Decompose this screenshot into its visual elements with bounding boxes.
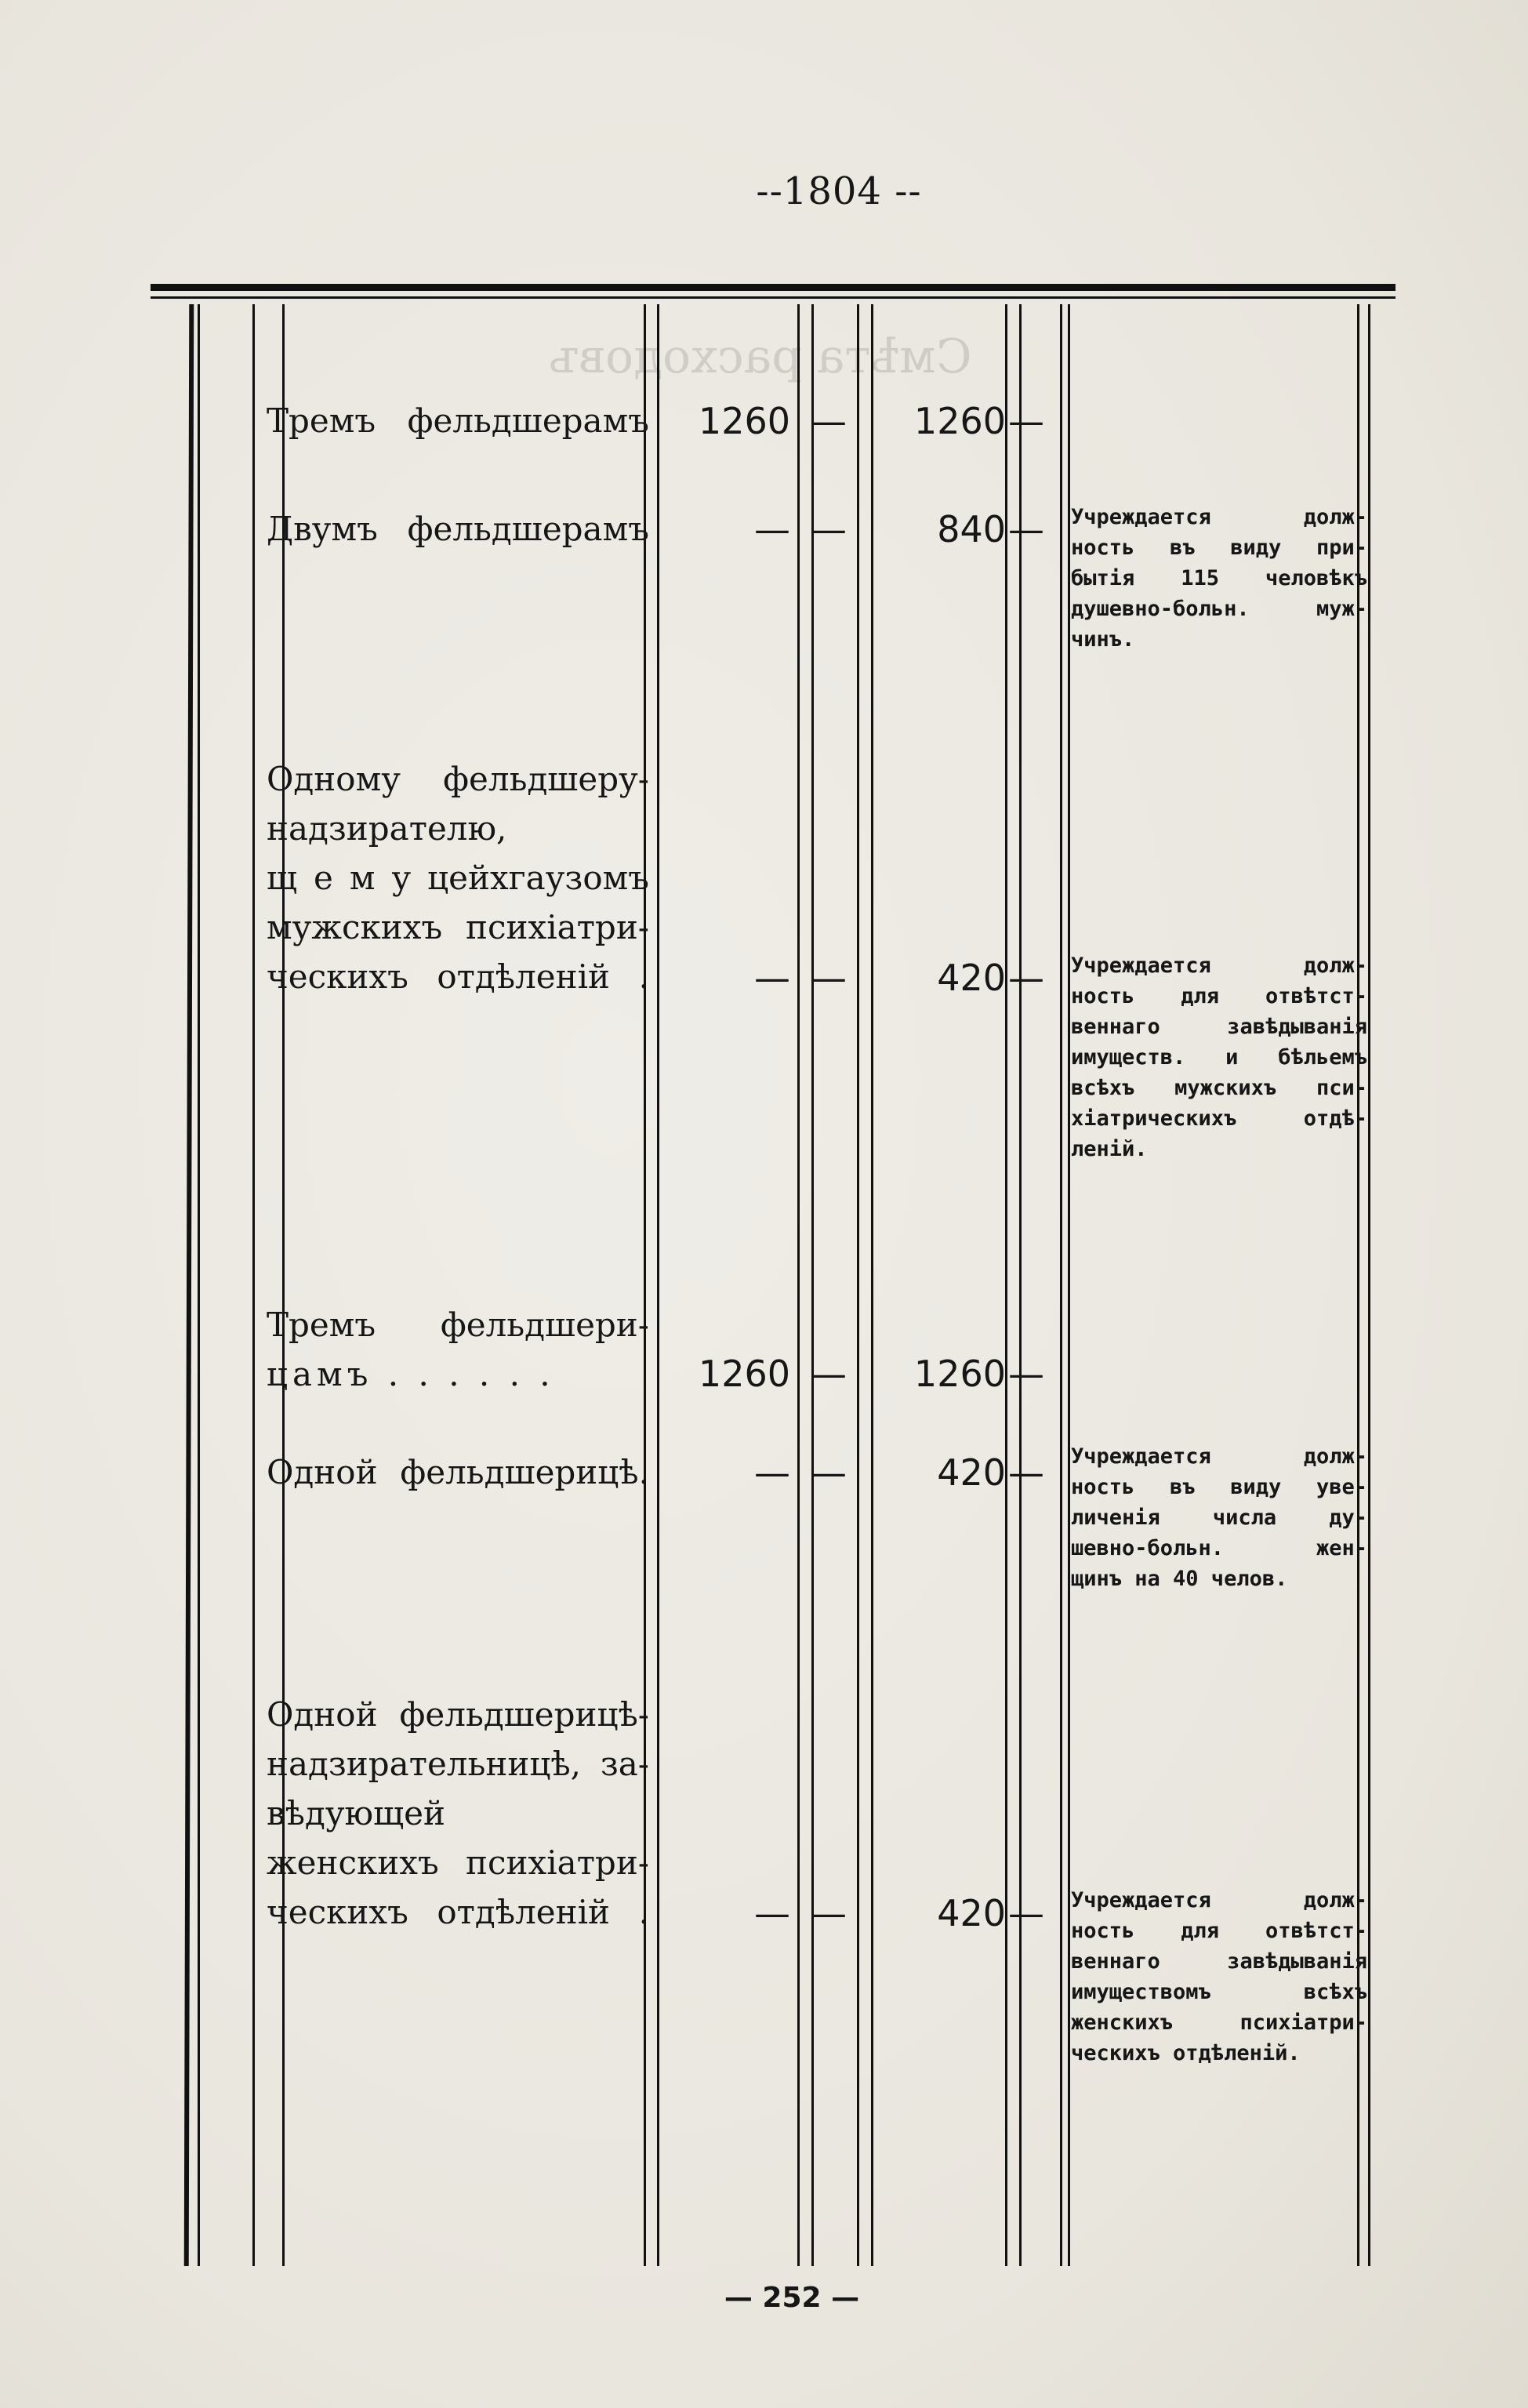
row-name-line: Одной фельдшерицѣ.: [267, 1453, 649, 1491]
value-cell-prev: —: [754, 508, 790, 550]
note-line: имуществ. и бѣльемъ: [1071, 1045, 1367, 1070]
value-cell-new: 420: [937, 957, 1006, 999]
row-name: [267, 504, 649, 554]
row-name: [267, 396, 649, 445]
column-rule: [871, 304, 873, 2266]
note-line: веннаго завѣдыванія: [1071, 1949, 1367, 1974]
row-note: [1071, 502, 1367, 655]
column-rule: [657, 304, 659, 2266]
note-line: ческихъ отдѣленій.: [1071, 2041, 1301, 2065]
kopek-cell-new: —: [1008, 1892, 1044, 1934]
note-line: женскихъ психіатри-: [1071, 2010, 1367, 2035]
kopek-cell-prev: —: [811, 508, 847, 550]
value-cell-prev: —: [754, 1892, 790, 1934]
note-line: Учреждается долж-: [1071, 1444, 1367, 1469]
note-line: щинъ на 40 челов.: [1071, 1567, 1288, 1591]
note-line: Учреждается долж-: [1071, 1888, 1367, 1912]
bleed-through-text: Смѣта расходовъ: [549, 329, 972, 384]
column-rule: [1005, 304, 1007, 2266]
row-name: [267, 1447, 649, 1497]
kopek-cell-new: —: [1008, 508, 1044, 550]
note-line: леній.: [1071, 1137, 1148, 1161]
kopek-cell-prev: —: [811, 400, 847, 442]
column-rule: [1368, 304, 1370, 2266]
row-name: [267, 754, 649, 1001]
column-rule: [252, 304, 255, 2266]
note-line: шевно-больн. жен-: [1071, 1536, 1367, 1560]
value-cell-new: 1260: [913, 400, 1006, 442]
note-line: бытія 115 человѣкъ: [1071, 566, 1367, 590]
value-cell-prev: 1260: [698, 400, 790, 442]
note-line: всѣхъ мужскихъ пси-: [1071, 1076, 1367, 1100]
note-line: имуществомъ всѣхъ: [1071, 1980, 1367, 2004]
row-name: [267, 1690, 649, 1937]
row-name-line: ческихъ отдѣленій .: [267, 1893, 649, 1931]
note-line: ность для отвѣтст-: [1071, 1919, 1367, 1943]
row-name-line: Одному фельдшеру-: [267, 760, 649, 798]
kopek-cell-new: —: [1008, 400, 1044, 442]
kopek-cell-new: —: [1008, 957, 1044, 999]
column-rule: [1060, 304, 1062, 2266]
note-line: ность въ виду при-: [1071, 536, 1367, 560]
row-name-line: Тремъ фельдшери-: [267, 1306, 649, 1344]
value-cell-prev: —: [754, 957, 790, 999]
column-rule: [282, 304, 285, 2266]
row-name-line: надзирательницѣ, за-: [267, 1745, 649, 1783]
table-top-rule-thin: [151, 296, 1396, 299]
value-cell-new: 420: [937, 1451, 1006, 1494]
note-line: душевно-больн. муж-: [1071, 597, 1367, 621]
column-rule: [198, 304, 200, 2266]
row-name-line: ческихъ отдѣленій .: [267, 957, 649, 996]
note-line: хіатрическихъ отдѣ-: [1071, 1106, 1367, 1131]
column-rule: [857, 304, 859, 2266]
note-line: Учреждается долж-: [1071, 505, 1367, 529]
kopek-cell-prev: —: [811, 1353, 847, 1395]
column-rule: [811, 304, 814, 2266]
row-name-line: вѣдующей: [267, 1794, 446, 1832]
row-name-line: надзирателю,: [267, 809, 507, 848]
column-rule: [184, 304, 194, 2266]
column-rule: [644, 304, 646, 2266]
row-name-line: Двумъ фельдшерамъ: [267, 510, 649, 548]
row-name-line: щ е м у цейхгаузомъ: [267, 859, 649, 897]
row-name-line: женскихъ психіатри-: [267, 1843, 649, 1882]
note-line: ность въ виду уве-: [1071, 1475, 1367, 1499]
kopek-cell-prev: —: [811, 1451, 847, 1494]
note-line: личенія числа ду-: [1071, 1505, 1367, 1530]
value-cell-new: 1260: [913, 1353, 1006, 1395]
column-rule: [1019, 304, 1022, 2266]
column-rule: [797, 304, 800, 2266]
value-cell-new: 420: [937, 1892, 1006, 1934]
page-number: --1804 --: [756, 169, 922, 213]
row-name-line: Тремъ фельдшерамъ: [267, 401, 649, 440]
value-cell-prev: 1260: [698, 1353, 790, 1395]
value-cell-prev: —: [754, 1451, 790, 1494]
row-note: [1071, 1885, 1367, 2068]
kopek-cell-prev: —: [811, 1892, 847, 1934]
kopek-cell-new: —: [1008, 1353, 1044, 1395]
kopek-cell-new: —: [1008, 1451, 1044, 1494]
table-top-rule: [151, 284, 1396, 291]
row-name-line: мужскихъ психіатри-: [267, 908, 649, 946]
row-name-line: цамъ . . . . . .: [267, 1355, 555, 1393]
note-line: ность для отвѣтст-: [1071, 984, 1367, 1008]
note-line: Учреждается долж-: [1071, 953, 1367, 978]
note-line: чинъ.: [1071, 627, 1135, 652]
row-name-line: Одной фельдшерицѣ-: [267, 1695, 649, 1734]
row-note: [1071, 950, 1367, 1164]
value-cell-new: 840: [937, 508, 1006, 550]
note-line: веннаго завѣдыванія: [1071, 1015, 1367, 1039]
kopek-cell-prev: —: [811, 957, 847, 999]
row-note: [1071, 1441, 1367, 1594]
footer-page-number: — 252 —: [724, 2282, 860, 2314]
column-rule: [1068, 304, 1070, 2266]
row-name: [267, 1300, 649, 1399]
